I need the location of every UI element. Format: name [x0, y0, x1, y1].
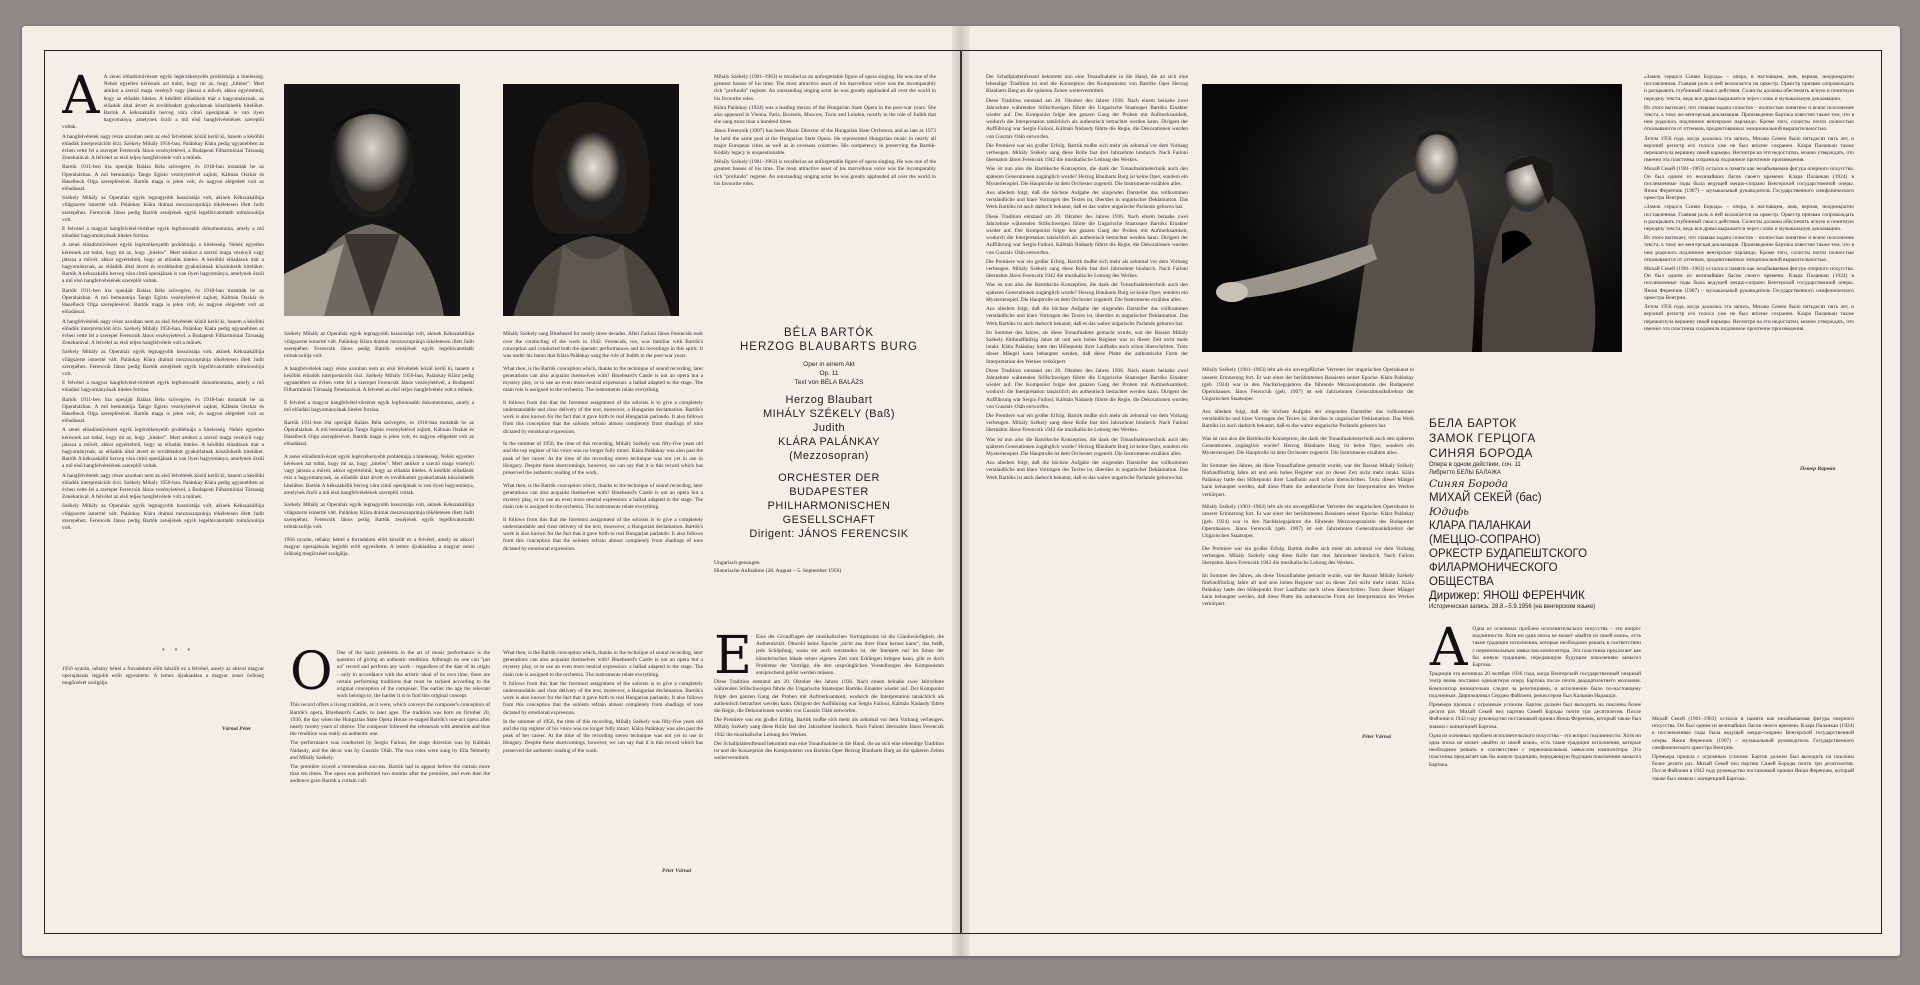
role-judith-ru: Юдифь [1429, 506, 1469, 518]
photo-klara-palankay [503, 84, 679, 316]
singer-palankay: KLÁRA PALÁNKAY [778, 436, 880, 448]
libretto-credit-ru: Либретто БЕЛЫ БАЛАЖА [1429, 470, 1501, 476]
conductor-credit: Dirigent: JÁNOS FERENCSIK [749, 528, 909, 540]
english-text-column-2: What then, is the Bartók conception which, thanks to the technique of sound recording, later generations can also acquaint themselves with? Bluebeard's Castle is not an opera but a mystery play, or to use an even more neutral expression: a ballad adapted to the stage. The main role is assigned to the orchestra. The instruments relate everything. It follows from this that the foremost assignment of the soloists is to give a completely understandable and clear delivery of the text, moreover, a Hungarian declamation. Bartók's work is also known for the fact that it gave birth to real Hungarian parlando. It also follows from this conception that the soloists refrain almost completely from shadings of tone dictated by emotional expression. In the summer of 1956, the time of this recording, Mihály Székely was fifty-five years old and the top register of his voice was no longer fully intact. Klára Palánkay was also past the peak of her career. At the time of the recording stereo technique was not yet in use in Hungary. Despite these shortcomings, however, we can say that it is this record which has preserved the authentic reading of the work. [503, 650, 703, 754]
orchestra-ru-1: ОРКЕСТР БУДАПЕШТСКОГО [1429, 548, 1588, 560]
caption-column-english-1: Mihály Székely sang Bluebeard for nearly three decades. After Failoni János Ferencsik took over the conducting of the work in 1942. Ferencsik, too, was familiar with Bartók's conception and conducted both the operatic performances and its recordings in this spirit. It was under his baton that Klára Palánkay sang the role of Judith in the post-war years. What then, is the Bartók conception which, thanks to the technique of sound recording, later generations can also acquaint themselves with? Bluebeard's Castle is not an opera but a mystery play, or to use an even more neutral expression: a ballad adapted to the stage. The main role is assigned to the orchestra. The instruments relate everything. It follows from this that the foremost assignment of the soloists is to give a completely understandable and clear delivery of the text, moreover, a Hungarian declamation. Bartók's work is also known for the fact that it gave birth to real Hungarian parlando. It also follows from this conception that the soloists refrain almost completely from shadings of tone dictated by emotional expression. In the summer of 1956, the time of this recording, Mihály Székely was fifty-five years old and the top register of his voice was no longer fully intact. Klára Palánkay was also past the peak of her career. At the time of the recording stereo technique was not yet in use in Hungary. Despite these shortcomings, however, we can say that it is this record which has preserved the authentic reading of the work. What then, is the Bartók conception which, thanks to the technique of sound recording, later generations can also acquaint themselves with? Bluebeard's Castle is not an opera but a mystery play, or to use an even more neutral expression: a ballad adapted to the stage. The main role is assigned to the orchestra. The instruments relate everything. It follows from this that the foremost assignment of the soloists is to give a completely understandable and clear delivery of the text, moreover, a Hungarian declamation. Bartók's work is also known for the fact that it gave birth to real Hungarian parlando. It also follows from this conception that the soloists refrain almost completely from shadings of tone dictated by emotional expression. [503, 331, 703, 552]
composer-name: BÉLA BARTÓK [783, 327, 875, 339]
historical-recording-note: Historische Aufnahme (28. August – 5. September 1956) [714, 568, 842, 574]
historical-recording-note-ru: Историческая запись: 28.8.–5.9.1956 (на венгерском языке) [1429, 604, 1596, 610]
center-fold-line [960, 50, 962, 934]
role-bluebeard-ru: Синяя Борода [1429, 478, 1508, 490]
dropcap-o: O [290, 650, 333, 702]
signature-hungarian: Várnai Péter [222, 726, 252, 732]
libretto-credit: Text von BÉLA BALÁZS [794, 379, 864, 386]
orchestra-line-2: BUDAPESTER [789, 486, 869, 498]
role-bluebeard: Herzog Blaubart [785, 394, 873, 406]
dropcap-a: A [62, 74, 100, 126]
conductor-credit-ru: Дирижер: ЯНОШ ФЕРЕНЧИК [1429, 590, 1585, 602]
sung-in-hungarian-note: Ungarisch gesungen [714, 560, 760, 566]
signature-russian: Петер Варнаи [1800, 466, 1836, 472]
german-biographies-column: Mihály Székely (1901–1963) lebt als ein unvergeßlicher Vertreter der ungarischen Opernkunst in unserer Erinnerung fort. Er war einer der berühmtesten Bassisten seiner Epoche. Klára Palánkay (geb. 1924) war in den Nachkriegsjahren die führende Mezzosopranistin des Budapester Opernhauses. János Ferencsik (geb. 1907) ist seit Jahrzehnten Generalmusikdirektor der Ungarischen Staatsoper. Aus alledem folgt, daß die höchste Aufgabe der singenden Darsteller das vollkommen verständliche und klare Vortragen des Textes ist, überdies in ungarischer Deklamation. Das Werk Bartóks ist auch dadurch bekannt, daß es das wahre ungarische Parlando geboren hat. Was ist nun also die Bartóksche Konzeption, die dank der Tonaufnahmetechnik auch den späteren Generationen zugänglich wurde? Herzog Blaubarts Burg ist keine Oper, sondern ein Mysterienspiel. Die Hauptrolle ist dem Orchester zugeteilt. Die Instrumente erzählen alles. Im Sommer des Jahres, als diese Tonaufnahme gemacht wurde, war der Bassist Mihály Székely fünfundfünfzig Jahre alt und sein hohes Register war zu dieser Zeit nicht mehr intakt. Klára Palánkay hatte den Höhepunkt ihrer Laufbahn auch schon überschritten. Trotz dieser Mängel kann behauptet werden, daß diese Platte die authentische Form der Interpretation des Werkes verkörpert. Mihály Székely (1901–1963) lebt als ein unvergeßlicher Vertreter der ungarischen Opernkunst in unserer Erinnerung fort. Er war einer der berühmtesten Bassisten seiner Epoche. Klára Palánkay (geb. 1924) war in den Nachkriegsjahren die führende Mezzosopranistin des Budapester Opernhauses. János Ferencsik (geb. 1907) ist seit Jahrzehnten Generalmusikdirektor der Ungarischen Staatsoper. Die Premiere war ein großer Erfolg. Bartók mußte sich mehr als zehnmal vor dem Vorhang verbeugen. Mihály Székely sang diese Rolle fast drei Jahrzehnte hindurch. Nach Failoni übernahm János Ferencsik 1942 die musikalische Leitung des Werkes. Im Sommer des Jahres, als diese Tonaufnahme gemacht wurde, war der Bassist Mihály Székely fünfundfünfzig Jahre alt und sein hohes Register war zu dieser Zeit nicht mehr intakt. Klára Palánkay hatte den Höhepunkt ihrer Laufbahn auch schon überschritten. Trotz dieser Mängel kann behauptet werden, daß diese Platte die authentische Form der Interpretation des Werkes verkörpert. [1202, 367, 1414, 608]
opera-subtitle-ru: Опера в одном действии, соч. 11 [1429, 462, 1521, 468]
hungarian-text-column: A A zenei előadóművészet egyik legérzékenyebb problémája a hitelesség. Nehéz egyetlen kérésnek azt tudni, hogy mi az, hogy „hiteles”. Mert amikor a szerző maga vezényli vagy játssza a művét, akkor egyértelmű, hogy az előadás hiteles. A későbbi előadások már a hagyománynak, az előadók által átvett és továbbadott gyakorlatnak köszönhetik hitelüket. Bartók A kékszakállú herceg vára című operájának is van ilyen hagyománya, amelynek őrzői a mű első hangfelvételének szereplői voltak. A hangfelvételek nagy része azonban nem az első felvételek közül kerül ki, hanem a későbbi előadók interpretációit őrzi. Székely Mihály 1956-ban, Palánkay Klára pedig ugyanebben az évben vette fel a szerepet Ferencsik János vezényletével, a Budapesti Filharmóniai Társaság Zenekarával. A felvétel az első teljes hangfelvétele volt a műnek. Bartók 1911-ben írta operáját Balázs Béla szövegére, és 1918-ban mutatták be az Operaházban. A mű bemutatója Tango Egisto vezényletével zajlott, Kálmán Oszkár és Haselbeck Olga szereplésével. Bartók maga is jelen volt, és nagyon elégedett volt az előadással. Székely Mihály az Operaház egyik legnagyobb basszistája volt, akinek Kékszakállúja világszerte ismertté vált. Palánkay Klára drámai mezzoszopránja tökéletesen illett Judit szerepéhez. Ferencsik János pedig Bartók zenéjének egyik legelhivatottabb tolmácsolója volt. E felvétel a magyar hangfelvétel-történet egyik legfontosabb dokumentuma, amely a mű előadási hagyományának hiteles forrása. A zenei előadóművészet egyik legérzékenyebb problémája a hitelesség. Nehéz egyetlen kérésnek azt tudni, hogy mi az, hogy „hiteles”. Mert amikor a szerző maga vezényli vagy játssza a művét, akkor egyértelmű, hogy az előadás hiteles. A későbbi előadások már a hagyománynak, az előadók által átvett és továbbadott gyakorlatnak köszönhetik hitelüket. Bartók A kékszakállú herceg vára című operájának is van ilyen hagyománya, amelynek őrzői a mű első hangfelvételének szereplői voltak. Bartók 1911-ben írta operáját Balázs Béla szövegére, és 1918-ban mutatták be az Operaházban. A mű bemutatója Tango Egisto vezényletével zajlott, Kálmán Oszkár és Haselbeck Olga szereplésével. Bartók maga is jelen volt, és nagyon elégedett volt az előadással. A hangfelvételek nagy része azonban nem az első felvételek közül kerül ki, hanem a későbbi előadók interpretációit őrzi. Székely Mihály 1956-ban, Palánkay Klára pedig ugyanebben az évben vette fel a szerepet Ferencsik János vezényletével, a Budapesti Filharmóniai Társaság Zenekarával. A felvétel az első teljes hangfelvétele volt a műnek. Székely Mihály az Operaház egyik legnagyobb basszistája volt, akinek Kékszakállúja világszerte ismertté vált. Palánkay Klára drámai mezzoszopránja tökéletesen illett Judit szerepéhez. Ferencsik János pedig Bartók zenéjének egyik legelhivatottabb tolmácsolója volt. E felvétel a magyar hangfelvétel-történet egyik legfontosabb dokumentuma, amely a mű előadási hagyományának hiteles forrása. Bartók 1911-ben írta operáját Balázs Béla szövegére, és 1918-ban mutatták be az Operaházban. A mű bemutatója Tango Egisto vezényletével zajlott, Kálmán Oszkár és Haselbeck Olga szereplésével. Bartók maga is jelen volt, és nagyon elégedett volt az előadással. A zenei előadóművészet egyik legérzékenyebb problémája a hitelesség. Nehéz egyetlen kérésnek azt tudni, hogy mi az, hogy „hiteles”. Mert amikor a szerző maga vezényli vagy játssza a művét, akkor egyértelmű, hogy az előadás hiteles. A későbbi előadások már a hagyománynak, az előadók által átvett és továbbadott gyakorlatnak köszönhetik hitelüket. Bartók A kékszakállú herceg vára című operájának is van ilyen hagyománya, amelynek őrzői a mű első hangfelvételének szereplői voltak. A hangfelvételek nagy része azonban nem az első felvételek közül kerül ki, hanem a későbbi előadók interpretációit őrzi. Székely Mihály 1956-ban, Palánkay Klára pedig ugyanebben az évben vette fel a szerepet Ferencsik János vezényletével, a Budapesti Filharmóniai Társaság Zenekarával. A felvétel az első teljes hangfelvétele volt a műnek. Székely Mihály az Operaház egyik legnagyobb basszistája volt, akinek Kékszakállúja világszerte ismertté vált. Palánkay Klára drámai mezzoszopránja tökéletesen illett Judit szerepéhez. Ferencsik János pedig Bartók zenéjének egyik legelhivatottabb tolmácsolója volt. [62, 74, 264, 531]
voice-type-ru: (МЕЦЦО-СОПРАНО) [1429, 534, 1541, 546]
photo-stage-scene [1202, 84, 1622, 352]
dropcap-e: E [714, 634, 752, 686]
russian-title-block [1429, 416, 1664, 611]
singer-palankay-ru: КЛАРА ПАЛАНКАИ [1429, 520, 1532, 532]
caption-soloists-hungarian: Székely Mihály az Operaház egyik legnagyobb basszistája volt, akinek Kékszakállúja világszerte ismertté vált. Palánkay Klára drámai mezzoszopránja tökéletesen illett Judit szerepéhez. Ferencsik János pedig Bartók zenéjének egyik legelhivatottabb tolmácsolója volt. A hangfelvételek nagy része azonban nem az első felvételek közül kerül ki, hanem a későbbi előadók interpretációit őrzi. Székely Mihály 1956-ban, Palánkay Klára pedig ugyanebben az évben vette fel a szerepet Ferencsik János vezényletével, a Budapesti Filharmóniai Társaság Zenekarával. A felvétel az első teljes hangfelvétele volt a műnek. E felvétel a magyar hangfelvétel-történet egyik legfontosabb dokumentuma, amely a mű előadási hagyományának hiteles forrása. Bartók 1911-ben írta operáját Balázs Béla szövegére, és 1918-ban mutatták be az Operaházban. A mű bemutatója Tango Egisto vezényletével zajlott, Kálmán Oszkár és Haselbeck Olga szereplésével. Bartók maga is jelen volt, és nagyon elégedett volt az előadással. A zenei előadóművészet egyik legérzékenyebb problémája a hitelesség. Nehéz egyetlen kérésnek azt tudni, hogy mi az, hogy „hiteles”. Mert amikor a szerző maga vezényli vagy játssza a művét, akkor egyértelmű, hogy az előadás hiteles. A későbbi előadások már a hagyománynak, az előadók által átvett és továbbadott gyakorlatnak köszönhetik hitelüket. Bartók A kékszakállú herceg vára című operájának is van ilyen hagyománya, amelynek őrzői a mű első hangfelvételének szereplői voltak. Székely Mihály az Operaház egyik legnagyobb basszistája volt, akinek Kékszakállúja világszerte ismertté vált. Palánkay Klára drámai mezzoszopránja tökéletesen illett Judit szerepéhez. Ferencsik János pedig Bartók zenéjének egyik legelhivatottabb tolmácsolója volt. 1956 nyarán, néhány héttel a forradalom előtt készült ez a felvétel, amely az akkori magyar operajátszás legjobb erőit egyesítette. A lemez újrakiadása a magyar zenei örökség megőrzését szolgálja. [284, 331, 474, 558]
german-text-column-1: Der Schallplattenfreund bekommt nun eine Tonaufnahme in die Hand, die an sich eine lebendige Tradition ist und die Konzeption des Komponisten von Bartóks Oper Herzog Blaubarts Burg an die späteren Zeiten weitervermittelt. Diese Tradition entstand am 20. Oktober des Jahres 1936. Nach einem beinahe zwei Jahrzehnte währenden Stillschweigen führte die Ungarische Staatsoper Bartóks Einakter wieder auf. Der Komponist folgte den ganzen Gang der Proben mit Aufmerksamkeit, wodurch die Interpretation tatsächlich als authentisch betrachtet werden kann. Dirigent der Aufführung war Sergio Failoni, Kálmán Nádasdy führte die Regie, die Dekorationen wurden von Gusztáv Oláh entworfen. Die Premiere war ein großer Erfolg. Bartók mußte sich mehr als zehnmal vor dem Vorhang verbeugen. Mihály Székely sang diese Rolle fast drei Jahrzehnte hindurch. Nach Failoni übernahm János Ferencsik 1942 die musikalische Leitung des Werkes. Was ist nun also die Bartóksche Konzeption, die dank der Tonaufnahmetechnik auch den späteren Generationen zugänglich wurde? Herzog Blaubarts Burg ist keine Oper, sondern ein Mysterienspiel. Die Hauptrolle ist dem Orchester zugeteilt. Die Instrumente erzählen alles. Aus alledem folgt, daß die höchste Aufgabe der singenden Darsteller das vollkommen verständliche und klare Vortragen des Textes ist, überdies in ungarischer Deklamation. Das Werk Bartóks ist auch dadurch bekannt, daß es das wahre ungarische Parlando geboren hat. Diese Tradition entstand am 20. Oktober des Jahres 1936. Nach einem beinahe zwei Jahrzehnte währenden Stillschweigen führte die Ungarische Staatsoper Bartóks Einakter wieder auf. Der Komponist folgte den ganzen Gang der Proben mit Aufmerksamkeit, wodurch die Interpretation tatsächlich als authentisch betrachtet werden kann. Dirigent der Aufführung war Sergio Failoni, Kálmán Nádasdy führte die Regie, die Dekorationen wurden von Gusztáv Oláh entworfen. Die Premiere war ein großer Erfolg. Bartók mußte sich mehr als zehnmal vor dem Vorhang verbeugen. Mihály Székely sang diese Rolle fast drei Jahrzehnte hindurch. Nach Failoni übernahm János Ferencsik 1942 die musikalische Leitung des Werkes. Was ist nun also die Bartóksche Konzeption, die dank der Tonaufnahmetechnik auch den späteren Generationen zugänglich wurde? Herzog Blaubarts Burg ist keine Oper, sondern ein Mysterienspiel. Die Hauptrolle ist dem Orchester zugeteilt. Die Instrumente erzählen alles. Aus alledem folgt, daß die höchste Aufgabe der singenden Darsteller das vollkommen verständliche und klare Vortragen des Textes ist, überdies in ungarischer Deklamation. Das Werk Bartóks ist auch dadurch bekannt, daß es das wahre ungarische Parlando geboren hat. Im Sommer des Jahres, als diese Tonaufnahme gemacht wurde, war der Bassist Mihály Székely fünfundfünfzig Jahre alt und sein hohes Register war zu dieser Zeit nicht mehr intakt. Klára Palánkay hatte den Höhepunkt ihrer Laufbahn auch schon überschritten. Trotz dieser Mängel kann behauptet werden, daß diese Platte die authentische Form der Interpretation des Werkes verkörpert. Diese Tradition entstand am 20. Oktober des Jahres 1936. Nach einem beinahe zwei Jahrzehnte währenden Stillschweigen führte die Ungarische Staatsoper Bartóks Einakter wieder auf. Der Komponist folgte den ganzen Gang der Proben mit Aufmerksamkeit, wodurch die Interpretation tatsächlich als authentisch betrachtet werden kann. Dirigent der Aufführung war Sergio Failoni, Kálmán Nádasdy führte die Regie, die Dekorationen wurden von Gusztáv Oláh entworfen. Die Premiere war ein großer Erfolg. Bartók mußte sich mehr als zehnmal vor dem Vorhang verbeugen. Mihály Székely sang diese Rolle fast drei Jahrzehnte hindurch. Nach Failoni übernahm János Ferencsik 1942 die musikalische Leitung des Werkes. Was ist nun also die Bartóksche Konzeption, die dank der Tonaufnahmetechnik auch den späteren Generationen zugänglich wurde? Herzog Blaubarts Burg ist keine Oper, sondern ein Mysterienspiel. Die Hauptrolle ist dem Orchester zugeteilt. Die Instrumente erzählen alles. Aus alledem folgt, daß die höchste Aufgabe der singenden Darsteller das vollkommen verständliche und klare Vortragen des Textes ist, überdies in ungarischer Deklamation. Das Werk Bartóks ist auch dadurch bekannt, daß es das wahre ungarische Parlando geboren hat. [986, 74, 1188, 481]
composer-name-ru: БЕЛА БАРТОК [1429, 416, 1517, 430]
german-text-column-intro: E Eine der Grundfragen der musikalischen Vortragskunst ist die Glaubwürdigkeit, die Authentizität. Obwohl keine Epoche „nicht aus ihrer Haut heraus kann“, das heißt, jede Schöpfung, wann sie auch entstanden ist, der Interpret nur im Sinne der künstlerischen Ideale seiner eigenen Zeit zum Erklingen bringen kann, gibt es doch Probleme der Vorträge, die den ursprünglichen Vorstellungen des Komponisten entsprechend gelöst werden müssen. Diese Tradition entstand am 20. Oktober des Jahres 1936. Nach einem beinahe zwei Jahrzehnte währenden Stillschweigen führte die Ungarische Staatsoper Bartóks Einakter wieder auf. Der Komponist folgte den ganzen Gang der Proben mit Aufmerksamkeit, wodurch die Interpretation tatsächlich als authentisch betrachtet werden kann. Dirigent der Aufführung war Sergio Failoni, Kálmán Nádasdy führte die Regie, die Dekorationen wurden von Gusztáv Oláh entworfen. Die Premiere war ein großer Erfolg. Bartók mußte sich mehr als zehnmal vor dem Vorhang verbeugen. Mihály Székely sang diese Rolle fast drei Jahrzehnte hindurch. Nach Failoni übernahm János Ferencsik 1942 die musikalische Leitung des Werkes. Der Schallplattenfreund bekommt nun eine Tonaufnahme in die Hand, die an sich eine lebendige Tradition ist und die Konzeption des Komponisten von Bartóks Oper Herzog Blaubarts Burg an die späteren Zeiten weitervermittelt. [714, 634, 944, 762]
singer-szekely: MIHÁLY SZÉKELY (Baß) [762, 408, 896, 420]
album-gatefold-sheet [22, 26, 1900, 956]
work-title: HERZOG BLAUBARTS BURG [740, 341, 918, 353]
russian-text-column-1: «Замок герцога Синяя Борода» – опера, в настоящем, жив, верная, неоднократно поставленная. Главная роль в ней возлагается на оркестр. Оркестр призван сопровождать и раскрывать глубинный смысл действия. Солисты должны обеспечить ясную и понятную передачу текста, ведь вся драма выражается через слово и музыкальную декламацию. Из этого вытекает, что главная задача солистов – полностью понятное и ясное исполнение текста, к тому же венгерская декламация. Произведение Бартока известно также тем, что в нем родилось подлинное венгерское парландо. Кроме того, солисты почти полностью отказываются от оттенков, продиктованных эмоциональной выразительностью. Летом 1956 года, когда делалась эта запись, Михаю Секею было пятьдесят пять лет, и верхний регистр его голоса уже не был вполне сохранен. Клара Паланкаи также перешагнула вершину своей карьеры. Несмотря на эти недостатки, можно утверждать, что именно эта пластинка сохранила подлинное прочтение произведения. Михай Секей (1901–1963) остался в памяти как незабываемая фигура оперного искусства. Он был одним из величайших басов своего времени. Клара Паланкаи (1924) в послевоенные годы была ведущей меццо-сопрано Венгерской государственной оперы. Янош Ференчик (1907) – музыкальный руководитель Государственного симфонического оркестра Венгрии. «Замок герцога Синяя Борода» – опера, в настоящем, жив, верная, неоднократно поставленная. Главная роль в ней возлагается на оркестр. Оркестр призван сопровождать и раскрывать глубинный смысл действия. Солисты должны обеспечить ясную и понятную передачу текста, ведь вся драма выражается через слово и музыкальную декламацию. Из этого вытекает, что главная задача солистов – полностью понятное и ясное исполнение текста, к тому же венгерская декламация. Произведение Бартока известно также тем, что в нем родилось подлинное венгерское парландо. Кроме того, солисты почти полностью отказываются от оттенков, продиктованных эмоциональной выразительностью. Михай Секей (1901–1963) остался в памяти как незабываемая фигура оперного искусства. Он был одним из величайших басов своего времени. Клара Паланкаи (1924) в послевоенные годы была ведущей меццо-сопрано Венгерской государственной оперы. Янош Ференчик (1907) – музыкальный руководитель Государственного симфонического оркестра Венгрии. Летом 1956 года, когда делалась эта запись, Михаю Секею было пятьдесят пять лет, и верхний регистр его голоса уже не был вполне сохранен. Клара Паланкаи также перешагнула вершину своей карьеры. Несмотря на эти недостатки, можно утверждать, что именно эта пластинка сохранила подлинное прочтение произведения. [1644, 74, 1854, 332]
section-stars-hu: * * * [162, 648, 195, 655]
orchestra-ru-3: ОБЩЕСТВА [1429, 576, 1494, 588]
singer-szekely-ru: МИХАЙ СЕКЕЙ (бас) [1429, 492, 1542, 504]
hungarian-text-column-end: 1956 nyarán, néhány héttel a forradalom előtt készült ez a felvétel, amely az akkori magyar operajátszás legjobb erőit egyesítette. A lemez újrakiadása a magyar zenei örökség megőrzését szolgálja. [62, 666, 264, 687]
signature-english: Péter Várnai [662, 868, 692, 874]
russian-text-column-2: А Одна из основных проблем исполнительского искусства – это вопрос подлинности. Хотя ни одна эпоха не может «выйти из своей кожи», есть такие традиции исполнения, которые необходимо решать в соответствии с первоначальным замыслом композитора. Эта пластинка предлагает как бы живую традицию, передающую будущим поколениям замысел Бартока. Традиция эта возникла 20 октября 1936 года, когда Венгерский государственный оперный театр вновь поставил одноактную оперу Бартока после почти двадцатилетнего молчания. Композитор внимательно следил за репетициями, и исполнение было по-настоящему подлинным. Дирижировал Серджо Файлони, режиссером был Кальман Надашди. Премьера прошла с огромным успехом. Барток должен был выходить на поклоны более десяти раз. Михай Секей пел партию Синей Бороды почти три десятилетия. После Файлони в 1942 году руководство постановкой принял Янош Ференчик, который также был знаком с концепцией Бартока. Одна из основных проблем исполнительского искусства – это вопрос подлинности. Хотя ни одна эпоха не может «выйти из своей кожи», есть такие традиции исполнения, которые необходимо решать в соответствии с первоначальным замыслом композитора. Эта пластинка предлагает как бы живую традицию, передающую будущим поколениям замысел Бартока. [1429, 626, 1641, 768]
opus-number: Op. 11 [819, 370, 839, 377]
german-title-block [714, 326, 944, 575]
orchestra-line-3: PHILHARMONISCHEN [767, 500, 891, 512]
photo-mihaly-szekely [284, 84, 460, 316]
signature-german: Péter Várnai [1362, 734, 1392, 740]
english-text-column-1: O One of the basic problems in the art of music performance is the question of giving an authentic rendition. Although no one can "put on" record and perform any work – regardless of the date of its origin – only in accordance with the artistic ideal of its own time, there are certain performing traditions that must be tackled according to the original conception of the composer. The earlier the age the relevant work belongs to, the harder it is to find this original concept. This record offers a living tradition, as it were, which conveys the composer's conception of Bartók's opera, Bluebeard's Castle, to later ages. The tradition was born on October 20, 1936, the day when the Hungarian State Opera House re-staged Bartók's one-act opera after nearly twenty years of silence. The composer followed the rehearsals with attention and thus the rendition was really an authentic one. The performance was conducted by Sergio Failoni, the stage direction was by Kálmán Nádasdy, and the décor was by Gusztáv Oláh. The two roles were sung by Ella Némethy and Mihály Székely. The première scored a tremendous success. Bartók had to appear before the curtain more than ten times. The opera was performed two months after the première, and even then the audience gave Bartók a curtain call. [290, 650, 490, 785]
work-title-ru-2: СИНЯЯ БОРОДА [1429, 446, 1533, 460]
orchestra-line-4: GESELLSCHAFT [782, 514, 876, 526]
orchestra-line-1: ORCHESTER DER [778, 472, 880, 484]
orchestra-ru-2: ФИЛАРМОНИЧЕСКОГО [1429, 562, 1558, 574]
dropcap-a-ru: А [1429, 626, 1469, 678]
work-title-ru-1: ЗАМОК ГЕРЦОГА [1429, 431, 1536, 445]
english-biographies-column: Mihály Székely (1901–1963) is recalled as an unforgettable figure of opera singing. He was one of the greatest basses of his time. The most attractive asset of his marvellous voice was the incomparably rich "profundo" register. An outstanding singing actor he was greatly applauded all over the world in his favourite roles. Klára Palánkay (1924) was a leading mezzo of the Hungarian State Opera in the post-war years. She also appeared in Vienna, Paris, Brussels, Moscow, Turin and London, mostly in the role of Judith that she sang more than a hundred times. János Ferencsik (1907) has been Music Director of the Hungarian State Orchestra, and as late as 1973 he held the same post at the Hungarian State Opera. He represented Hungarian music in nearly all major European cities as well as in overseas countries. His competency in preserving the Bartók-Kodály legacy is unquestionable. Mihály Székely (1901–1963) is recalled as an unforgettable figure of opera singing. He was one of the greatest basses of his time. The most attractive asset of his marvellous voice was the incomparably rich "profundo" register. An outstanding singing actor he was greatly applauded all over the world in his favourite roles. [714, 74, 936, 187]
role-judith: Judith [812, 422, 846, 434]
russian-text-column-3: Михай Секей (1901–1963) остался в памяти как незабываемая фигура оперного искусства. Он был одним из величайших басов своего времени. Клара Паланкаи (1924) в послевоенные годы была ведущей меццо-сопрано Венгерской государственной оперы. Янош Ференчик (1907) – музыкальный руководитель Государственного симфонического оркестра Венгрии. Премьера прошла с огромным успехом. Барток должен был выходить на поклоны более десяти раз. Михай Секей пел партию Синей Бороды почти три десятилетия. После Файлони в 1942 году руководство постановкой принял Янош Ференчик, который также был знаком с концепцией Бартока. [1652, 716, 1854, 782]
opera-subtitle: Oper in einem Akt [803, 361, 855, 368]
voice-type-mezzo: (Mezzosopran) [789, 450, 869, 462]
